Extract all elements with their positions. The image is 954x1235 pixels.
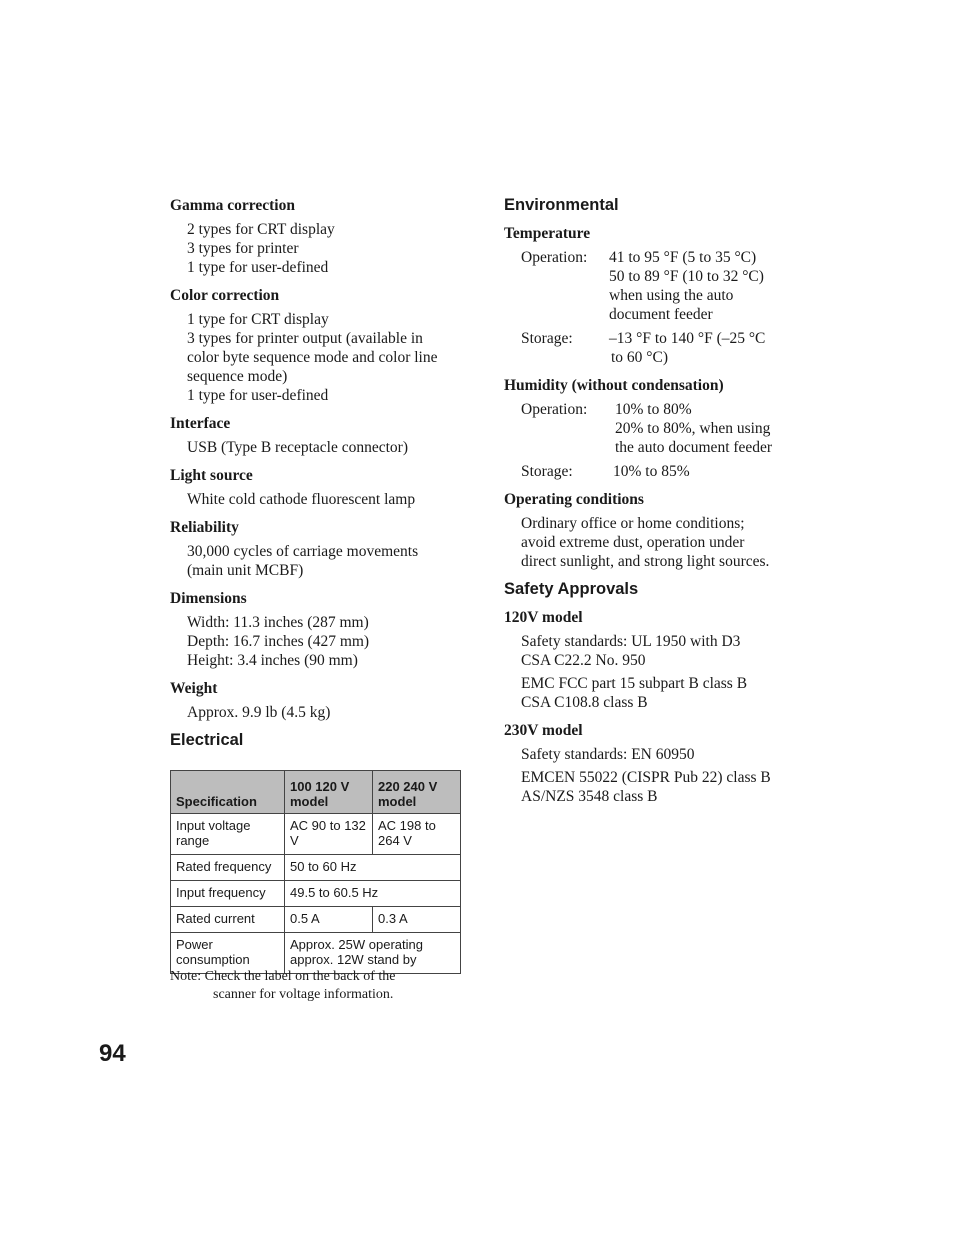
text-line: when using the auto xyxy=(609,287,734,304)
paragraph xyxy=(521,745,814,764)
term-temperature: Temperature xyxy=(504,225,591,242)
operating-conditions-body xyxy=(521,514,814,571)
label: Storage: xyxy=(521,330,573,347)
text-line: Safety standards: EN 60950 xyxy=(521,746,695,763)
page-number: 94 xyxy=(99,1040,126,1067)
dimensions-body xyxy=(187,613,470,670)
text-line: 50 to 89 °F (10 to 32 °C) xyxy=(609,268,764,285)
text-line: 20% to 80%, when using xyxy=(615,420,771,437)
interface-body xyxy=(187,438,470,457)
reliability-body xyxy=(187,542,470,580)
text-line: 10% to 85% xyxy=(613,463,690,480)
term-weight: Weight xyxy=(170,680,218,697)
note-line: Note: Check the label on the back of the xyxy=(170,969,396,984)
heading-safety-approvals: Safety Approvals xyxy=(504,580,639,598)
text-line: 1 type for user-defined xyxy=(187,259,329,276)
table-cell: 50 to 60 Hz xyxy=(285,855,461,881)
note-line: scanner for voltage information. xyxy=(213,987,394,1002)
table-row xyxy=(171,881,461,907)
value xyxy=(615,400,772,457)
text-line: EMCEN 55022 (CISPR Pub 22) class B xyxy=(521,769,771,786)
text-line: Approx. 9.9 lb (4.5 kg) xyxy=(187,704,331,721)
term-gamma-correction: Gamma correction xyxy=(170,197,295,214)
light-source-body xyxy=(187,490,470,509)
text-line: Height: 3.4 inches (90 mm) xyxy=(187,652,358,669)
term-reliability: Reliability xyxy=(170,519,239,536)
term-120v-model: 120V model xyxy=(504,609,583,626)
temperature-storage xyxy=(521,329,814,367)
humidity-body xyxy=(521,400,814,481)
text-line: –13 °F to 140 °F (–25 °C xyxy=(609,330,766,347)
label: Operation: xyxy=(521,249,588,266)
text-line: color byte sequence mode and color line xyxy=(187,349,438,366)
left-column xyxy=(170,192,470,750)
text-line: (main unit MCBF) xyxy=(187,562,304,579)
term-230v-model: 230V model xyxy=(504,722,583,739)
table-cell: Approx. 25W operating approx. 12W stand by xyxy=(285,933,461,974)
text-line: sequence mode) xyxy=(187,368,288,385)
table-cell: 49.5 to 60.5 Hz xyxy=(285,881,461,907)
table-cell: 0.3 A xyxy=(373,907,461,933)
text-line: USB (Type B receptacle connector) xyxy=(187,439,408,456)
paragraph xyxy=(521,674,814,712)
text-line: 41 to 95 °F (5 to 35 °C) xyxy=(609,249,757,266)
term-interface: Interface xyxy=(170,415,231,432)
text-line: 3 types for printer xyxy=(187,240,299,257)
table-header-row xyxy=(171,771,461,814)
text-line: 30,000 cycles of carriage movements xyxy=(187,543,419,560)
color-correction-body xyxy=(187,310,470,405)
text-line: White cold cathode fluorescent lamp xyxy=(187,491,416,508)
paragraph xyxy=(521,768,814,806)
text-line: Width: 11.3 inches (287 mm) xyxy=(187,614,369,631)
table-cell: AC 90 to 132 V xyxy=(285,814,373,855)
table-row xyxy=(171,907,461,933)
text-line: to 60 °C) xyxy=(611,349,669,366)
table-header-cell: 100 120 V model xyxy=(285,771,373,814)
temperature-body xyxy=(521,248,814,367)
term-humidity: Humidity (without condensation) xyxy=(504,377,724,394)
gamma-correction-body xyxy=(187,220,470,277)
label: Operation: xyxy=(521,401,588,418)
term-dimensions: Dimensions xyxy=(170,590,247,607)
table-header-cell: Specification xyxy=(171,771,285,814)
text-line: 1 type for CRT display xyxy=(187,311,329,328)
heading-electrical: Electrical xyxy=(170,731,244,749)
table-cell: 0.5 A xyxy=(285,907,373,933)
table-row xyxy=(171,855,461,881)
term-operating-conditions: Operating conditions xyxy=(504,491,644,508)
table-cell: Input frequency xyxy=(171,881,285,907)
230v-model-body xyxy=(521,745,814,806)
text-line: Ordinary office or home conditions; xyxy=(521,515,745,532)
table-cell: Power consumption xyxy=(171,933,285,974)
term-light-source: Light source xyxy=(170,467,253,484)
text-line: 2 types for CRT display xyxy=(187,221,335,238)
text-line: 1 type for user-defined xyxy=(187,387,329,404)
text-line: document feeder xyxy=(609,306,713,323)
electrical-spec-table xyxy=(170,770,461,974)
text-line: Safety standards: UL 1950 with D3 xyxy=(521,633,741,650)
table-cell: Input voltage range xyxy=(171,814,285,855)
value xyxy=(613,462,690,481)
heading-environmental: Environmental xyxy=(504,196,619,214)
paragraph xyxy=(521,632,814,670)
voltage-note xyxy=(170,968,470,1004)
humidity-operation xyxy=(521,400,814,457)
table-cell: AC 198 to 264 V xyxy=(373,814,461,855)
table-cell: Rated frequency xyxy=(171,855,285,881)
text-line: AS/NZS 3548 class B xyxy=(521,788,658,805)
text-line: avoid extreme dust, operation under xyxy=(521,534,745,551)
value xyxy=(609,329,765,367)
weight-body xyxy=(187,703,470,722)
humidity-storage xyxy=(521,462,814,481)
label: Storage: xyxy=(521,463,573,480)
temperature-operation xyxy=(521,248,814,324)
right-column xyxy=(504,192,814,806)
table-row xyxy=(171,814,461,855)
text-line: the auto document feeder xyxy=(615,439,773,456)
table-header-cell: 220 240 V model xyxy=(373,771,461,814)
text-line: direct sunlight, and strong light sources. xyxy=(521,553,770,570)
value xyxy=(609,248,764,324)
table-cell: Rated current xyxy=(171,907,285,933)
text-line: CSA C108.8 class B xyxy=(521,694,648,711)
text-line: Depth: 16.7 inches (427 mm) xyxy=(187,633,370,650)
term-color-correction: Color correction xyxy=(170,287,280,304)
text-line: CSA C22.2 No. 950 xyxy=(521,652,646,669)
120v-model-body xyxy=(521,632,814,712)
text-line: EMC FCC part 15 subpart B class B xyxy=(521,675,748,692)
text-line: 3 types for printer output (available in xyxy=(187,330,423,347)
text-line: 10% to 80% xyxy=(615,401,692,418)
